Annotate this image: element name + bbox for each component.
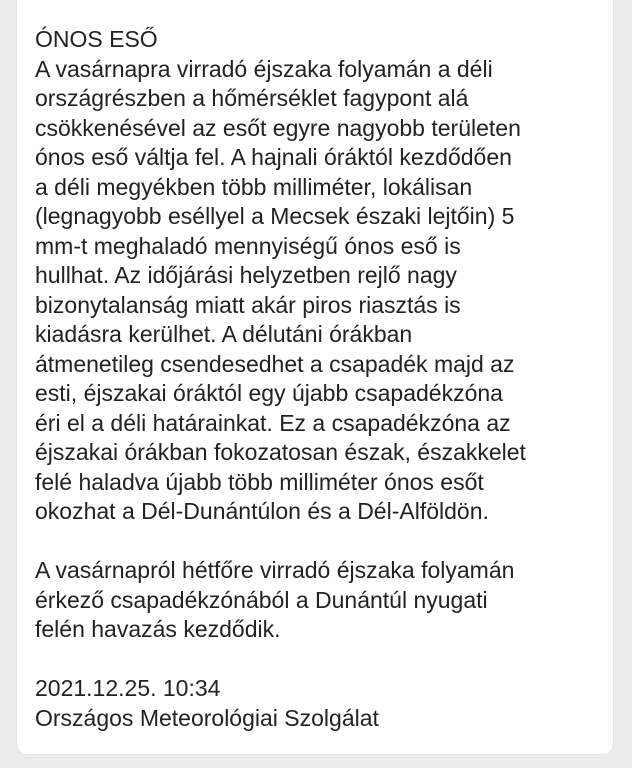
paragraph-spacer — [35, 645, 609, 675]
paragraph-line: éri el a déli határainkat. Ez a csapadékzóna az — [35, 409, 511, 436]
paragraph-line: esti, éjszakai óráktól egy újabb csapadékzóna — [35, 380, 503, 406]
paragraph-line: bizonytalanság miatt akár piros riasztás is — [35, 291, 461, 318]
paragraph-line: okozhat a Dél-Dunántúlon és a Dél-Alföldön. — [35, 498, 489, 524]
paragraph-line: ónos eső váltja fel. A hajnali óráktól kezdődően — [35, 144, 512, 170]
message-timestamp: 2021.12.25. 10:34 — [35, 675, 221, 701]
paragraph-line: érkező csapadékzónából a Dunántúl nyugati — [35, 586, 488, 613]
message-source: Országos Meteorológiai Szolgálat — [35, 704, 379, 731]
paragraph-1 — [35, 55, 609, 527]
paragraph-line: átmenetileg csendesedhet a csapadék majd az — [35, 350, 515, 377]
paragraph-line: A vasárnapról hétfőre virradó éjszaka folyamán — [35, 557, 515, 583]
paragraph-line: mm-t meghaladó mennyiségű ónos eső is — [35, 232, 461, 259]
paragraph-line: kiadásra kerülhet. A délutáni órákban — [35, 321, 413, 347]
paragraph-line: csökkenésével az esőt egyre nagyobb területen — [35, 114, 521, 141]
paragraph-2 — [35, 556, 609, 645]
paragraph-spacer — [35, 527, 609, 557]
paragraph-line: (legnagyobb eséllyel a Mecsek északi lejtőin) 5 — [35, 203, 515, 229]
paragraph-line: A vasárnapra virradó éjszaka folyamán a déli — [35, 55, 493, 82]
paragraph-line: felén havazás kezdődik. — [35, 616, 281, 642]
message-title: ÓNOS ESŐ — [35, 26, 158, 52]
paragraph-line: éjszakai órákban fokozatosan észak, északkelet — [35, 439, 526, 465]
paragraph-line: hullhat. Az időjárási helyzetben rejlő nagy — [35, 262, 457, 288]
paragraph-line: felé haladva újabb több milliméter ónos esőt — [35, 468, 484, 495]
paragraph-line: országrészben a hőmérséklet fagypont alá — [35, 85, 469, 111]
message-content — [35, 25, 609, 733]
paragraph-line: a déli megyékben több milliméter, lokálisan — [35, 173, 473, 200]
message-card — [17, 0, 613, 754]
